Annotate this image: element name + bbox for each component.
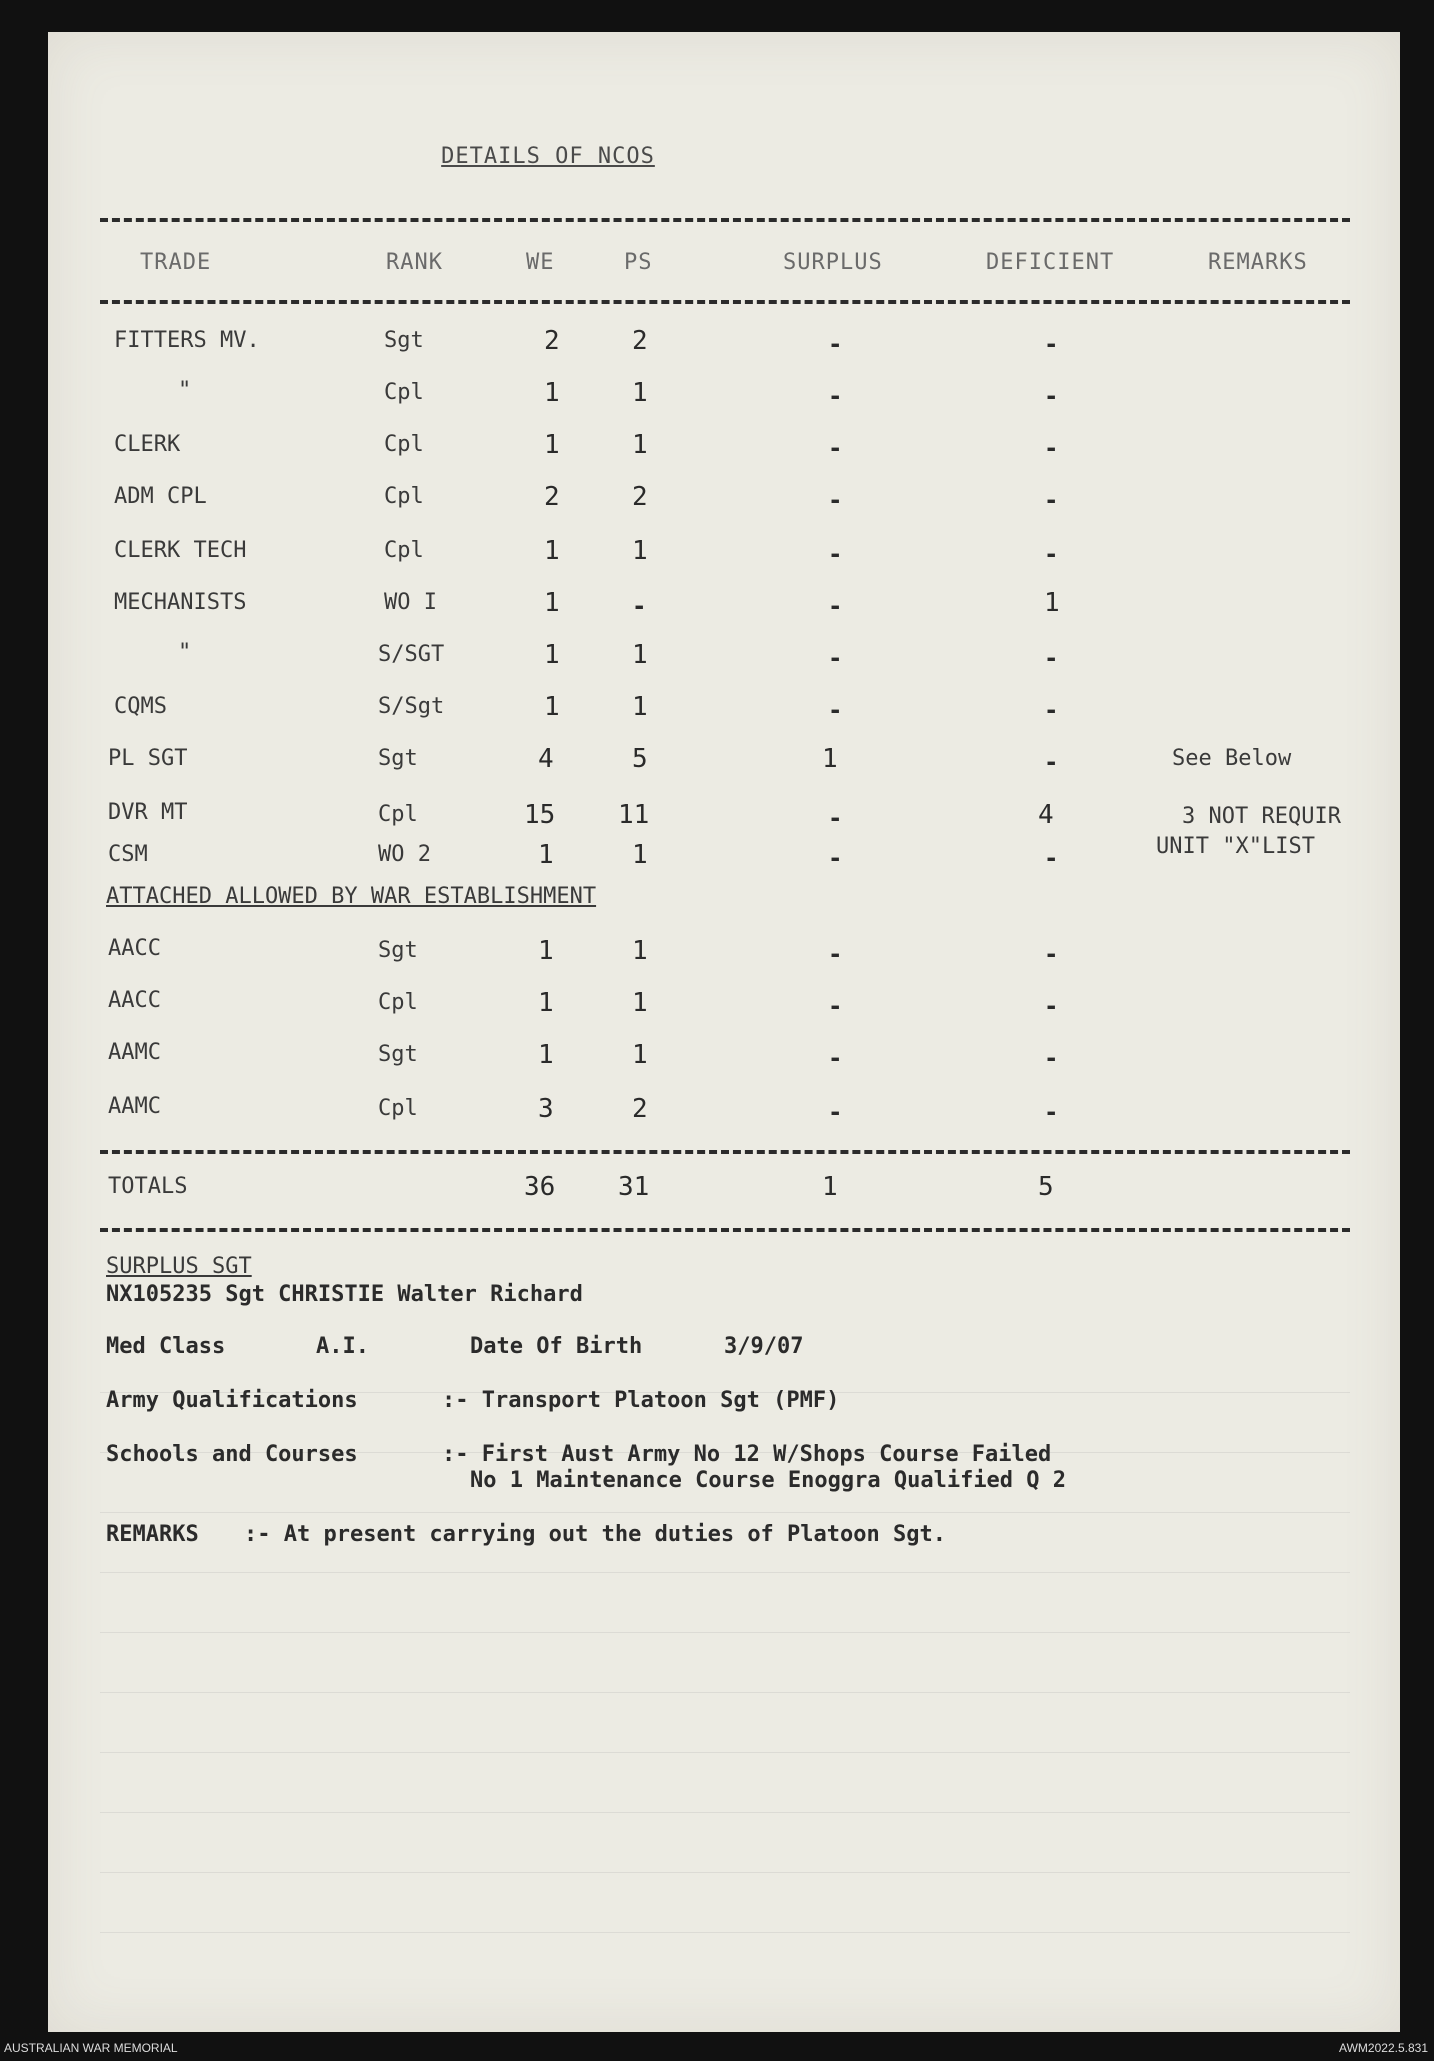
attached-heading: ATTACHED ALLOWED BY WAR ESTABLISHMENT xyxy=(106,884,597,909)
cell-surplus: - xyxy=(828,592,843,620)
page-title: DETAILS OF NCOS xyxy=(441,144,655,169)
header-deficient: DEFICIENT xyxy=(986,250,1115,275)
cell-trade: CQMS xyxy=(114,694,167,719)
totals-surplus: 1 xyxy=(822,1172,838,1202)
cell-deficient: 4 xyxy=(1038,800,1054,830)
cell-deficient: - xyxy=(1044,434,1059,462)
schools-value-1: :- First Aust Army No 12 W/Shops Course Failed xyxy=(442,1442,1052,1467)
cell-surplus: - xyxy=(828,540,843,568)
cell-rank: Cpl xyxy=(384,380,424,405)
rule-totals-top xyxy=(100,1150,1350,1154)
header-we: WE xyxy=(526,250,555,275)
cell-we: 1 xyxy=(544,588,560,618)
cell-surplus: 1 xyxy=(822,744,838,774)
cell-we: 3 xyxy=(538,1094,554,1124)
cell-trade: " xyxy=(178,640,192,665)
totals-label: TOTALS xyxy=(108,1174,188,1199)
cell-ps: 1 xyxy=(632,988,648,1018)
cell-trade: CSM xyxy=(108,842,148,867)
cell-rank: Cpl xyxy=(378,802,418,827)
cell-trade: AAMC xyxy=(108,1094,161,1119)
remarks-value: :- At present carrying out the duties of Platoon Sgt. xyxy=(244,1522,946,1547)
cell-trade: AACC xyxy=(108,988,161,1013)
cell-rank: Cpl xyxy=(378,1096,418,1121)
cell-surplus: - xyxy=(828,486,843,514)
cell-we: 1 xyxy=(538,1040,554,1070)
cell-we: 1 xyxy=(544,536,560,566)
cell-we: 4 xyxy=(538,744,554,774)
cell-surplus: - xyxy=(828,696,843,724)
cell-we: 1 xyxy=(538,936,554,966)
cell-rank: Cpl xyxy=(384,538,424,563)
cell-surplus: - xyxy=(828,804,843,832)
cell-we: 2 xyxy=(544,482,560,512)
cell-we: 1 xyxy=(544,430,560,460)
cell-surplus: - xyxy=(828,844,843,872)
cell-rank: WO 2 xyxy=(378,842,431,867)
cell-rank: Sgt xyxy=(384,328,424,353)
rule-top xyxy=(100,218,1350,222)
cell-surplus: - xyxy=(828,940,843,968)
cell-deficient: - xyxy=(1044,1044,1059,1072)
schools-label: Schools and Courses xyxy=(106,1442,358,1467)
cell-surplus: - xyxy=(828,644,843,672)
cell-remarks: 3 NOT REQUIR xyxy=(1182,804,1341,829)
cell-surplus: - xyxy=(828,330,843,358)
document-sheet xyxy=(48,32,1400,2032)
cell-trade: AACC xyxy=(108,936,161,961)
cell-surplus: - xyxy=(828,1098,843,1126)
rule-header xyxy=(100,300,1350,304)
cell-we: 1 xyxy=(544,640,560,670)
header-remarks: REMARKS xyxy=(1208,250,1308,275)
cell-we: 1 xyxy=(538,840,554,870)
cell-ps: 11 xyxy=(618,800,650,830)
cell-surplus: - xyxy=(828,382,843,410)
cell-rank: Cpl xyxy=(384,484,424,509)
cell-deficient: - xyxy=(1044,644,1059,672)
cell-deficient: - xyxy=(1044,382,1059,410)
cell-deficient: - xyxy=(1044,844,1059,872)
cell-trade: PL SGT xyxy=(108,746,188,771)
cell-deficient: - xyxy=(1044,696,1059,724)
cell-ps: 1 xyxy=(632,1040,648,1070)
cell-ps: - xyxy=(632,592,647,620)
header-trade: TRADE xyxy=(140,250,212,275)
cell-deficient: - xyxy=(1044,940,1059,968)
cell-rank: S/SGT xyxy=(378,642,445,667)
cell-deficient: - xyxy=(1044,486,1059,514)
cell-ps: 1 xyxy=(632,536,648,566)
cell-we: 1 xyxy=(544,692,560,722)
header-rank: RANK xyxy=(386,250,443,275)
cell-trade: " xyxy=(178,378,192,403)
cell-ps: 2 xyxy=(632,1094,648,1124)
cell-surplus: - xyxy=(828,1044,843,1072)
cell-deficient: - xyxy=(1044,748,1059,776)
cell-trade: ADM CPL xyxy=(114,484,207,509)
dob-value: 3/9/07 xyxy=(724,1334,804,1359)
cell-remarks: UNIT "X"LIST xyxy=(1156,834,1315,859)
cell-rank: Sgt xyxy=(378,1042,418,1067)
cell-trade: FITTERS MV. xyxy=(114,328,260,353)
army-qual-label: Army Qualifications xyxy=(106,1388,358,1413)
cell-ps: 2 xyxy=(632,482,648,512)
cell-ps: 1 xyxy=(632,640,648,670)
cell-remarks: See Below xyxy=(1172,746,1292,771)
cell-we: 1 xyxy=(544,378,560,408)
footer-right: AWM2022.5.831 xyxy=(1339,2041,1428,2055)
header-surplus: SURPLUS xyxy=(783,250,883,275)
med-class-label: Med Class xyxy=(106,1334,226,1359)
footer-left: AUSTRALIAN WAR MEMORIAL xyxy=(4,2041,178,2055)
cell-ps: 1 xyxy=(632,430,648,460)
rule-totals-bottom xyxy=(100,1228,1350,1232)
cell-deficient: - xyxy=(1044,330,1059,358)
cell-surplus: - xyxy=(828,434,843,462)
cell-deficient: 1 xyxy=(1044,588,1060,618)
cell-trade: AAMC xyxy=(108,1040,161,1065)
cell-deficient: - xyxy=(1044,540,1059,568)
cell-we: 1 xyxy=(538,988,554,1018)
cell-trade: CLERK TECH xyxy=(114,538,247,563)
army-qual-value: :- Transport Platoon Sgt (PMF) xyxy=(442,1388,840,1413)
cell-rank: Sgt xyxy=(378,746,418,771)
cell-rank: WO I xyxy=(384,590,437,615)
cell-rank: S/Sgt xyxy=(378,694,445,719)
footer-band xyxy=(0,2032,1434,2061)
cell-ps: 2 xyxy=(632,326,648,356)
surplus-person: NX105235 Sgt CHRISTIE Walter Richard xyxy=(106,1282,583,1307)
schools-value-2: No 1 Maintenance Course Enoggra Qualified Q 2 xyxy=(470,1468,1067,1493)
surplus-heading: SURPLUS SGT xyxy=(106,1254,252,1279)
cell-we: 15 xyxy=(524,800,556,830)
cell-trade: DVR MT xyxy=(108,800,188,825)
cell-ps: 1 xyxy=(632,692,648,722)
dob-label: Date Of Birth xyxy=(470,1334,643,1359)
med-class-value: A.I. xyxy=(316,1334,369,1359)
cell-we: 2 xyxy=(544,326,560,356)
totals-we: 36 xyxy=(524,1172,556,1202)
cell-ps: 1 xyxy=(632,840,648,870)
cell-trade: MECHANISTS xyxy=(114,590,247,615)
header-ps: PS xyxy=(624,250,653,275)
remarks-label: REMARKS xyxy=(106,1522,199,1547)
totals-ps: 31 xyxy=(618,1172,650,1202)
totals-deficient: 5 xyxy=(1038,1172,1054,1202)
cell-rank: Cpl xyxy=(378,990,418,1015)
cell-rank: Cpl xyxy=(384,432,424,457)
cell-ps: 1 xyxy=(632,936,648,966)
cell-trade: CLERK xyxy=(114,432,181,457)
cell-ps: 1 xyxy=(632,378,648,408)
cell-ps: 5 xyxy=(632,744,648,774)
cell-deficient: - xyxy=(1044,1098,1059,1126)
cell-deficient: - xyxy=(1044,992,1059,1020)
cell-rank: Sgt xyxy=(378,938,418,963)
cell-surplus: - xyxy=(828,992,843,1020)
